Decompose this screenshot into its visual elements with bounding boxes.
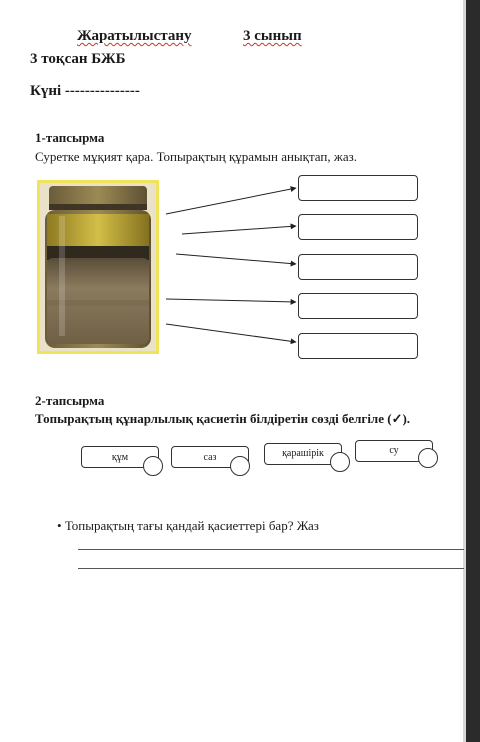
soil-jar-photo <box>37 180 159 354</box>
checkbox-clay[interactable] <box>230 456 250 476</box>
arrow-2 <box>182 226 296 234</box>
option-sand: құм <box>81 446 159 468</box>
answer-box-5[interactable] <box>298 333 418 359</box>
answer-box-3[interactable] <box>298 254 418 280</box>
bullet-question-text: Топырақтың тағы қандай қасиеттері бар? Жаз <box>64 518 319 533</box>
task2-instruction: Топырақтың құнарлылық қасиетін білдіретін сөзді белгіле (✓). <box>35 411 411 426</box>
option-humus: қарашірік <box>264 443 342 465</box>
arrow-1 <box>166 188 296 214</box>
answer-line-1[interactable] <box>78 549 464 550</box>
bullet-icon: • <box>57 518 62 533</box>
arrow-4 <box>166 299 296 302</box>
task2-title: 2-тапсырма <box>35 393 105 408</box>
arrows-to-boxes <box>160 180 300 360</box>
term-test-label: 3 тоқсан БЖБ <box>30 51 126 67</box>
task1-title: 1-тапсырма <box>35 130 105 145</box>
arrow-5 <box>166 324 296 342</box>
subject-title: Жаратылыстану <box>77 28 192 44</box>
answer-box-2[interactable] <box>298 214 418 240</box>
page-edge <box>466 0 480 742</box>
answer-box-1[interactable] <box>298 175 418 201</box>
arrow-3 <box>176 254 296 264</box>
option-water: су <box>355 440 433 462</box>
grade-label: 3 сынып <box>243 28 302 44</box>
bullet-question <box>57 518 319 534</box>
answer-box-4[interactable] <box>298 293 418 319</box>
task1-instruction: Суретке мұқият қара. Топырақтың құрамын анықтап, жаз. <box>35 149 358 164</box>
date-label: Күні --------------- <box>30 83 140 99</box>
option-clay: саз <box>171 446 249 468</box>
soil-jar-illustration <box>37 180 159 354</box>
answer-line-2[interactable] <box>78 568 464 569</box>
checkbox-humus[interactable] <box>330 452 350 472</box>
checkbox-sand[interactable] <box>143 456 163 476</box>
checkbox-water[interactable] <box>418 448 438 468</box>
